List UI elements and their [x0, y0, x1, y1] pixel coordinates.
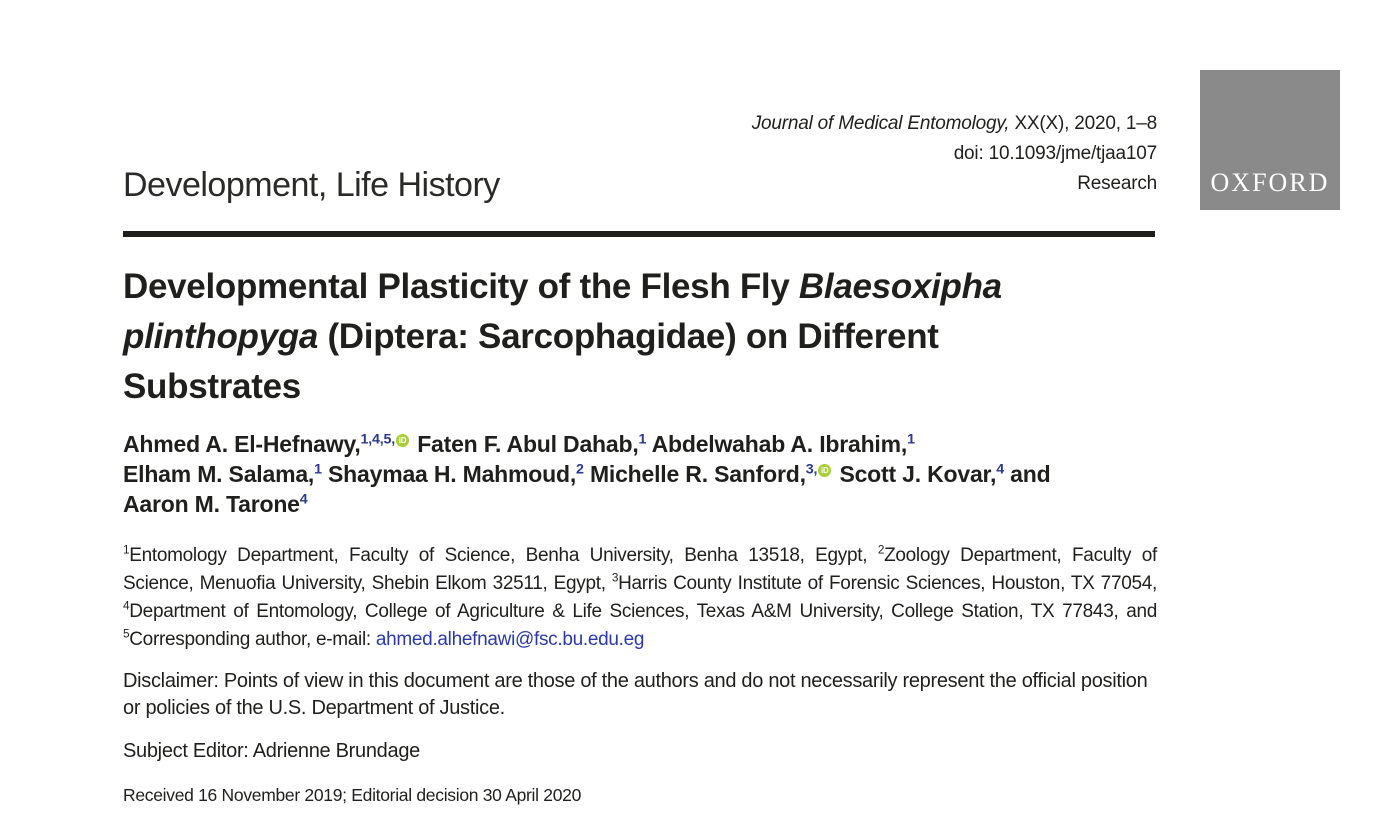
text-segment: 1: [907, 431, 915, 448]
text-segment: Entomology Department, Faculty of Science, Benha University, Benha 13518, Egypt,: [129, 545, 878, 566]
text-segment: 1,4,5,: [360, 431, 395, 448]
journal-citation-line: [752, 109, 1157, 139]
oxford-logo-text: OXFORD: [1210, 168, 1330, 197]
text-segment: 2: [576, 461, 584, 478]
text-segment: 1: [123, 543, 130, 557]
text-segment: Shaymaa H. Mahmoud,: [321, 461, 577, 487]
text-segment: 2: [877, 543, 885, 557]
text-segment: Journal of Medical Entomology,: [751, 113, 1010, 134]
article-type-label: Research: [1077, 173, 1157, 194]
text-segment: Ahmed A. El-Hefnawy,: [123, 431, 361, 457]
text-segment: Blaesoxipha: [798, 267, 1002, 306]
oxford-university-press-logo: [1200, 70, 1340, 210]
text-segment: Elham M. Salama,: [123, 461, 315, 487]
affiliations-paragraph: [123, 542, 1157, 654]
text-segment: plinthopyga: [123, 317, 319, 356]
text-segment: 4: [123, 599, 130, 613]
text-segment: Aaron M. Tarone: [123, 491, 300, 517]
doi-line: doi: 10.1093/jme/tjaa107: [953, 143, 1157, 164]
authors-line: [123, 429, 1193, 519]
text-segment: 1: [314, 461, 322, 478]
text-segment: Scott J. Kovar,: [833, 461, 997, 487]
text-segment: 3: [611, 571, 619, 585]
text-segment: Abdelwahab A. Ibrahim,: [646, 431, 908, 457]
text-segment: XX(X), 2020, 1–8: [1009, 113, 1157, 134]
orcid-icon[interactable]: iD: [396, 434, 409, 447]
text-segment: 3,: [805, 461, 818, 478]
text-segment: and: [1003, 461, 1051, 487]
subject-editor-line: Subject Editor: Adrienne Brundage: [123, 740, 420, 762]
divider-rule: [123, 231, 1155, 237]
text-segment: (Diptera: Sarcophagidae) on Different: [318, 317, 939, 356]
received-dates-line: Received 16 November 2019; Editorial decision 30 April 2020: [123, 785, 582, 805]
text-segment: Department of Entomology, College of Agriculture & Life Sciences, Texas A&M University, College Station, TX 77843, and: [129, 601, 1157, 622]
article-title: [123, 262, 1193, 412]
text-segment: 4: [299, 491, 308, 508]
text-segment: Faten F. Abul Dahab,: [411, 431, 639, 457]
text-segment: Zoology Department, Faculty of Science, Menuofia University, Shebin Elkom 32511, Egypt,: [123, 545, 1157, 594]
journal-header: [752, 109, 1157, 199]
disclaimer-paragraph: Disclaimer: Points of view in this document are those of the authors and do not necessarily represent the official position or policies of the U.S. Department of Justice.: [123, 670, 1148, 719]
text-segment: Harris County Institute of Forensic Sciences, Houston, TX 77054,: [618, 573, 1157, 594]
email-link[interactable]: ahmed.alhefnawi@fsc.bu.edu.eg: [375, 629, 645, 650]
text-segment: Developmental Plasticity of the Flesh Fly: [123, 267, 799, 306]
text-segment: 1: [638, 431, 647, 448]
text-segment: 4: [996, 461, 1004, 478]
text-segment: Corresponding author, e-mail:: [129, 629, 376, 650]
text-segment: Substrates: [123, 367, 301, 406]
section-label: Development, Life History: [123, 166, 500, 204]
text-segment: Michelle R. Sanford,: [583, 461, 806, 487]
orcid-icon[interactable]: iD: [818, 464, 831, 477]
text-segment: 5: [123, 627, 130, 641]
